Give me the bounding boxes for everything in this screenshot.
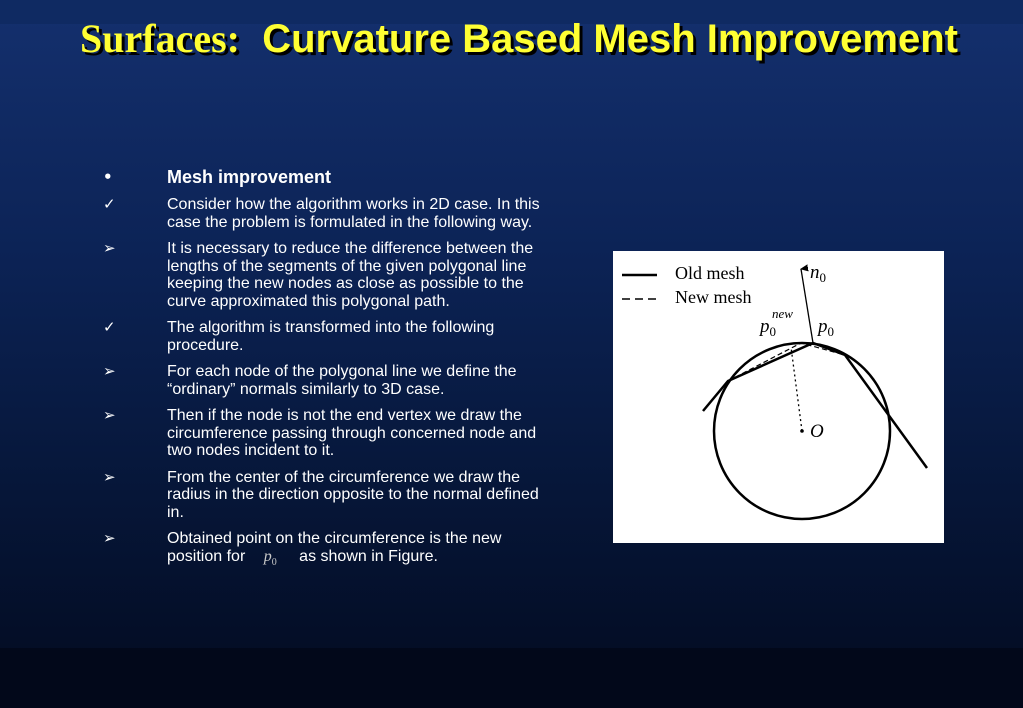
bullet-text: Consider how the algorithm works in 2D case. In this case the problem is formulated in the following way. bbox=[167, 196, 540, 231]
label-p0-new-sup: new bbox=[772, 306, 793, 321]
bullet-list bbox=[100, 166, 560, 580]
p0-symbol bbox=[250, 547, 295, 568]
bullet-item-heading bbox=[100, 166, 560, 188]
bullet-text: Obtained point on the circumference is the new position for bbox=[167, 530, 502, 565]
bullet-item bbox=[100, 196, 560, 231]
bullet-dot-icon: • bbox=[103, 168, 113, 186]
bullet-text: For each node of the polygonal line we define the “ordinary” normals similarly to 3D case. bbox=[167, 363, 517, 398]
legend-old-mesh: Old mesh bbox=[675, 263, 745, 283]
slide-title-part1: Surfaces: bbox=[80, 16, 240, 61]
label-p0: $p_0$ bbox=[818, 316, 834, 339]
arrowhead-icon: ➢ bbox=[103, 406, 116, 424]
radius-line bbox=[791, 347, 802, 431]
bullet-item bbox=[100, 319, 560, 354]
bottom-band bbox=[0, 648, 1023, 708]
arrowhead-icon: ➢ bbox=[103, 529, 116, 547]
arrowhead-icon: ➢ bbox=[103, 239, 116, 257]
label-p0-new: $p_0$ bbox=[760, 316, 776, 339]
arrowhead-icon: ➢ bbox=[103, 467, 116, 486]
old-mesh-polyline bbox=[703, 343, 927, 468]
p0-symbol-sub: 0 bbox=[271, 556, 277, 568]
bullet-text: From the center of the circumference we draw the radius in the direction opposite to the normal defined in. bbox=[167, 468, 539, 521]
slide-title bbox=[80, 10, 980, 68]
bullet-item bbox=[100, 530, 560, 571]
bullet-text: Mesh improvement bbox=[167, 167, 332, 187]
label-n0: $n_0$ bbox=[810, 262, 826, 285]
mesh-diagram bbox=[613, 251, 944, 543]
bullet-text-after: as shown in Figure. bbox=[299, 547, 438, 565]
slide-title-part2: Curvature Based Mesh Improvement bbox=[262, 17, 958, 61]
checkmark-icon: ✓ bbox=[103, 195, 116, 213]
checkmark-icon: ✓ bbox=[103, 318, 116, 336]
arrowhead-icon: ➢ bbox=[103, 362, 116, 380]
bullet-item bbox=[100, 363, 560, 398]
bullet-text: The algorithm is transformed into the following procedure. bbox=[167, 319, 495, 354]
center-point bbox=[800, 429, 804, 433]
legend-new-mesh: New mesh bbox=[675, 287, 752, 307]
bullet-text: It is necessary to reduce the difference between the lengths of the segments of the given polygonal line keeping the new nodes as close as possible to the curve approximated this polygonal path. bbox=[167, 240, 534, 310]
bullet-item bbox=[100, 240, 560, 310]
label-center-o: O bbox=[810, 421, 824, 442]
bullet-text: Then if the node is not the end vertex we draw the circumference passing through concerned node and two nodes incident to it. bbox=[167, 407, 537, 459]
mesh-figure bbox=[613, 251, 944, 543]
bullet-item bbox=[100, 469, 560, 522]
p0-symbol-letter: p bbox=[263, 547, 272, 565]
bullet-item bbox=[100, 407, 560, 460]
